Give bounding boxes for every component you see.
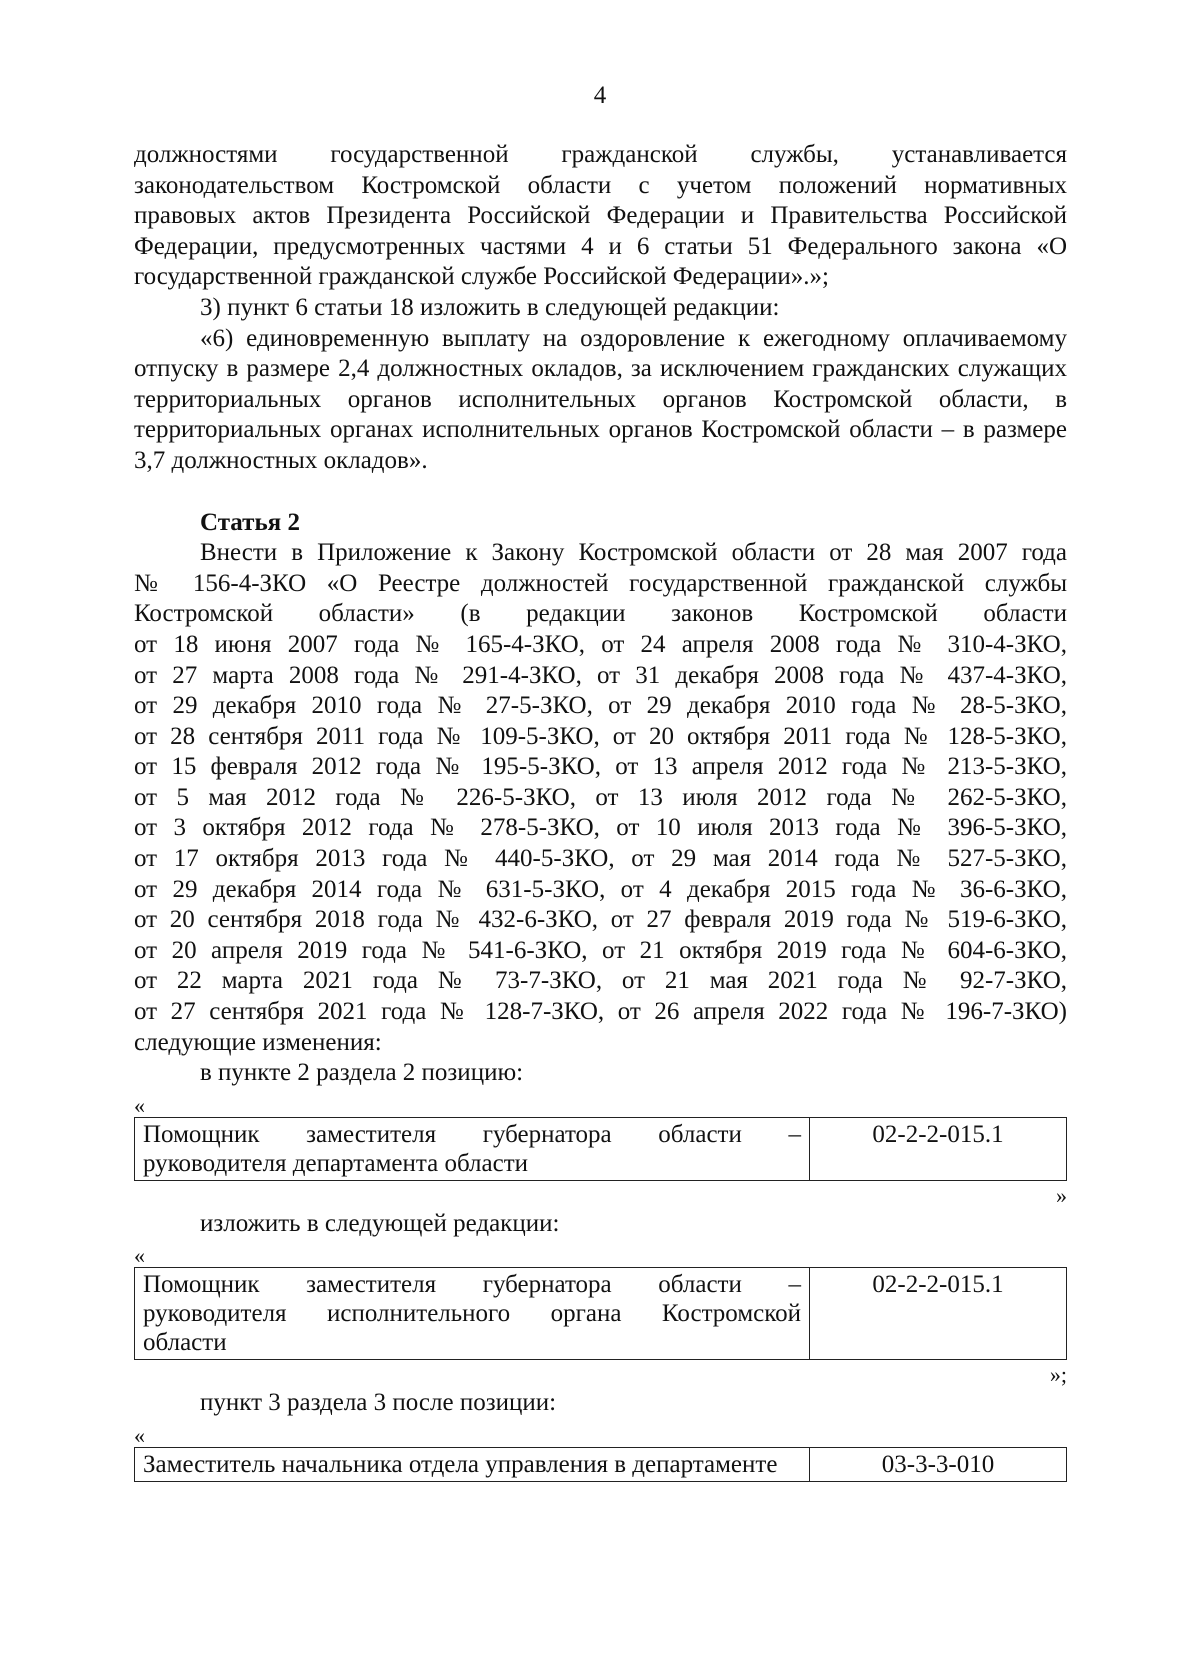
position-code-cell: 02-2-2-015.1: [810, 1117, 1067, 1180]
close-quote-2: »;: [1049, 1362, 1067, 1388]
p1-line-last: государственной гражданской службе Российской Федерации».»;: [134, 263, 829, 291]
p4-line-3: Костромской области» (в редакции законов Костромской области: [134, 600, 1067, 628]
p3-line-1: «6) единовременную выплату на оздоровление к ежегодному оплачиваемому: [200, 324, 1067, 352]
page-number: 4: [593, 82, 607, 109]
p4-line-last: следующие изменения:: [134, 1028, 382, 1056]
open-quote-3: «: [134, 1423, 145, 1448]
p4-line-9: от 5 мая 2012 года № 226-5-ЗКО, от 13 июля 2012 года № 262-5-ЗКО,: [134, 783, 1067, 811]
table-row: [135, 1117, 1067, 1180]
p5-text: в пункте 2 раздела 2 позицию:: [200, 1059, 524, 1087]
p4-line-2: № 156-4-ЗКО «О Реестре должностей государственной гражданской службы: [134, 569, 1067, 597]
p4-line-1: Внести в Приложение к Закону Костромской области от 28 мая 2007 года: [200, 539, 1067, 567]
p4-line-4: от 18 июня 2007 года № 165-4-ЗКО, от 24 апреля 2008 года № 310-4-ЗКО,: [134, 630, 1067, 658]
p1-line-2: законодательством Костромской области с учетом положений нормативных: [134, 171, 1067, 199]
close-quote-1: »: [1056, 1182, 1067, 1208]
p4-line-11: от 17 октября 2013 года № 440-5-ЗКО, от 29 мая 2014 года № 527-5-ЗКО,: [134, 845, 1067, 873]
p4-line-13: от 20 сентября 2018 года № 432-6-ЗКО, от 27 февраля 2019 года № 519-6-ЗКО,: [134, 906, 1067, 934]
p2-item-3: 3) пункт 6 статьи 18 изложить в следующей редакции:: [200, 293, 780, 321]
position-code-cell: 03-3-3-010: [810, 1448, 1067, 1482]
position-name-line: руководителя департамента области: [143, 1149, 529, 1177]
p7-text: пункт 3 раздела 3 после позиции:: [200, 1389, 557, 1417]
p4-line-16: от 27 сентября 2021 года № 128-7-ЗКО, от 26 апреля 2022 года № 196-7-ЗКО): [134, 998, 1067, 1026]
position-name-line: руководителя исполнительного органа Костромской: [143, 1300, 801, 1328]
p6-text: изложить в следующей редакции:: [200, 1209, 560, 1237]
position-name-cell: [135, 1268, 810, 1360]
p1-line-1: должностями государственной гражданской службы, устанавливается: [134, 141, 1067, 168]
p3-line-last: 3,7 должностных окладов».: [134, 446, 428, 474]
table-row: [135, 1448, 1067, 1482]
p3-line-4: территориальных органах исполнительных органов Костромской области – в размере: [134, 416, 1067, 444]
p4-line-5: от 27 марта 2008 года № 291-4-ЗКО, от 31 декабря 2008 года № 437-4-ЗКО,: [134, 661, 1067, 689]
position-name-line: области: [143, 1329, 227, 1357]
article-heading: Статья 2: [200, 508, 300, 536]
position-table-2: [134, 1267, 1067, 1360]
p1-line-3: правовых актов Президента Российской Федерации и Правительства Российской: [134, 202, 1067, 230]
table-row: [135, 1268, 1067, 1360]
open-quote-1: «: [134, 1092, 145, 1118]
p3-line-3: территориальных органов исполнительных органов Костромской области, в: [134, 385, 1067, 413]
p4-line-8: от 15 февраля 2012 года № 195-5-ЗКО, от 13 апреля 2012 года № 213-5-ЗКО,: [134, 753, 1067, 781]
p1-line-4: Федерации, предусмотренных частями 4 и 6 статьи 51 Федерального закона «О: [134, 232, 1067, 260]
position-code-cell: 02-2-2-015.1: [810, 1268, 1067, 1360]
p4-line-7: от 28 сентября 2011 года № 109-5-ЗКО, от 20 октября 2011 года № 128-5-ЗКО,: [134, 722, 1067, 750]
p3-line-2: отпуску в размере 2,4 должностных окладов, за исключением гражданских служащих: [134, 355, 1067, 383]
position-name-line: Помощник заместителя губернатора области –: [143, 1271, 801, 1299]
position-name-cell: Заместитель начальника отдела управления в департаменте: [135, 1448, 810, 1482]
document-body: [134, 140, 1067, 1482]
position-name-line: Помощник заместителя губернатора области –: [143, 1120, 801, 1148]
p4-line-12: от 29 декабря 2014 года № 631-5-ЗКО, от 4 декабря 2015 года № 36-6-ЗКО,: [134, 875, 1067, 903]
p4-line-14: от 20 апреля 2019 года № 541-6-ЗКО, от 21 октября 2019 года № 604-6-ЗКО,: [134, 936, 1067, 964]
open-quote-2: «: [134, 1243, 145, 1269]
p4-line-15: от 22 марта 2021 года № 73-7-ЗКО, от 21 мая 2021 года № 92-7-ЗКО,: [134, 967, 1067, 995]
position-table-3: [134, 1447, 1067, 1482]
position-table-1: [134, 1117, 1067, 1181]
p4-line-6: от 29 декабря 2010 года № 27-5-ЗКО, от 29 декабря 2010 года № 28-5-ЗКО,: [134, 692, 1067, 720]
position-name-cell: [135, 1117, 810, 1180]
p4-line-10: от 3 октября 2012 года № 278-5-ЗКО, от 10 июля 2013 года № 396-5-ЗКО,: [134, 814, 1067, 842]
